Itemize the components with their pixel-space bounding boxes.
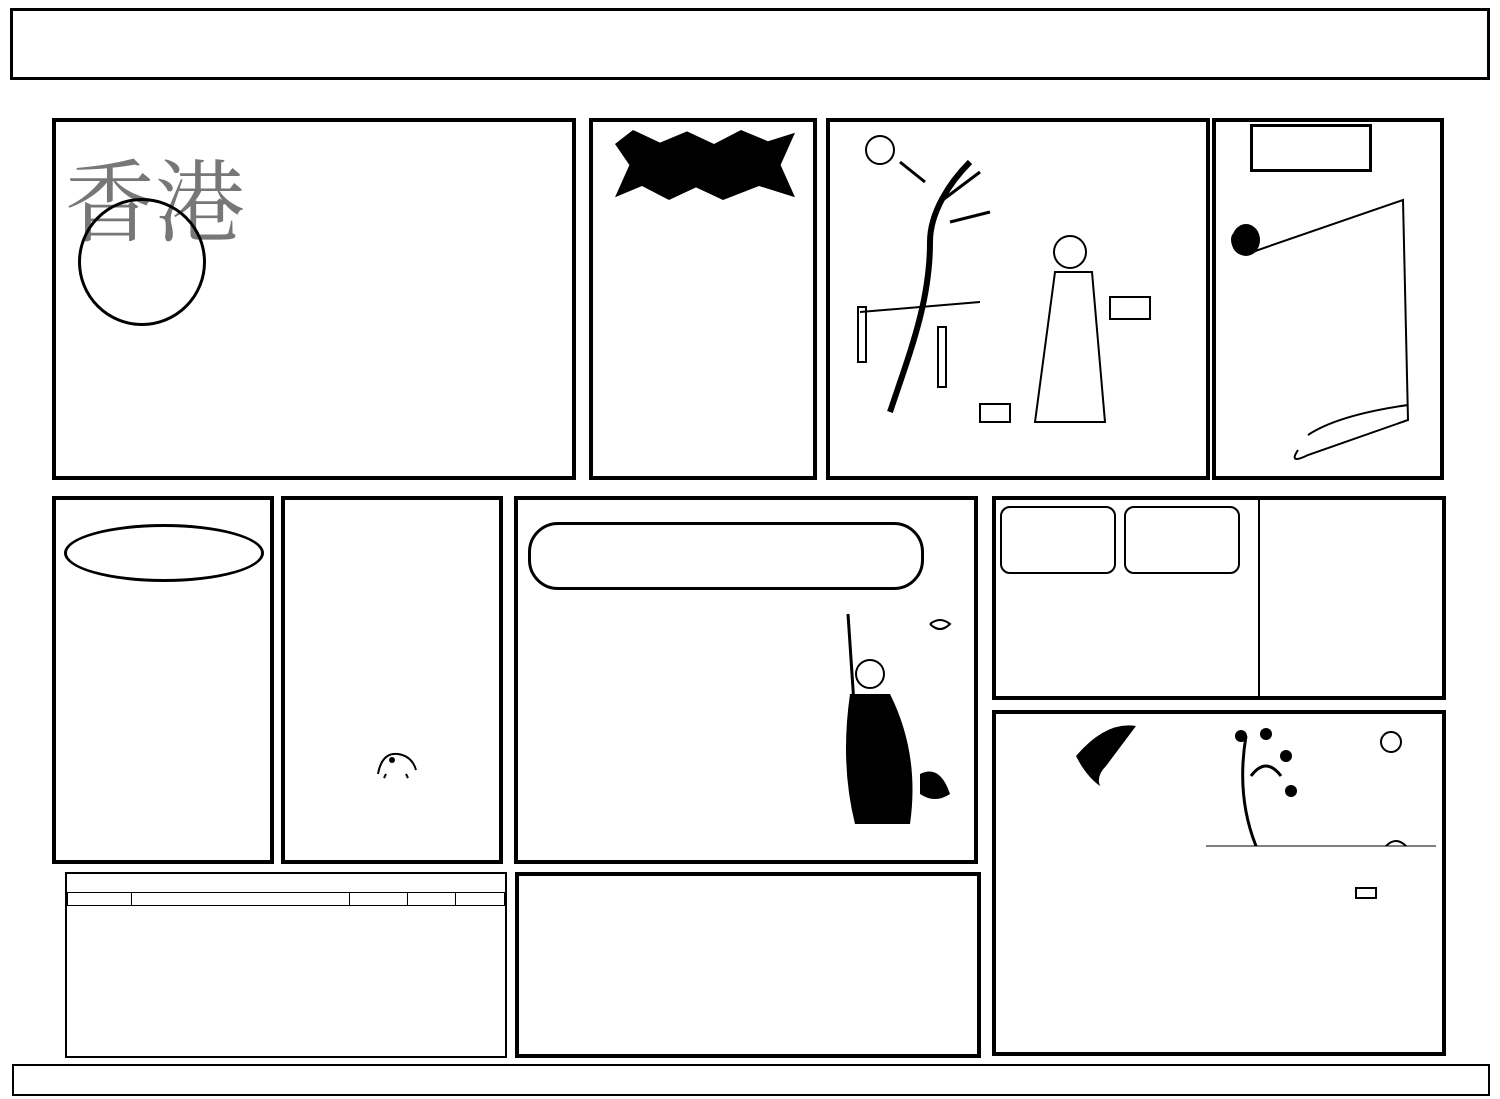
immortal-figure xyxy=(820,604,970,854)
results-header xyxy=(408,893,456,906)
results-table xyxy=(67,892,505,906)
rescue-code-title xyxy=(528,522,924,590)
seek-code-title xyxy=(1250,124,1372,172)
results-header xyxy=(132,893,350,906)
eight-immortals-row xyxy=(538,926,968,1056)
results-header xyxy=(456,893,505,906)
footer-notice xyxy=(12,1064,1490,1096)
marquee-right xyxy=(1452,115,1478,1090)
scroll-icon xyxy=(1218,190,1440,472)
special-number-banner xyxy=(64,524,264,582)
logo-faint-glyph: 香港 xyxy=(65,151,245,256)
masthead xyxy=(10,8,1490,80)
results-header xyxy=(68,893,132,906)
boy-tree-illustration xyxy=(830,122,1206,476)
marquee-top xyxy=(18,86,1480,112)
seal-emblem xyxy=(78,198,206,326)
odd-divider xyxy=(1258,500,1260,696)
tree-toad-illustration xyxy=(1066,716,1446,902)
special-result-tag xyxy=(1124,506,1240,574)
results-header xyxy=(350,893,408,906)
total-score-tag xyxy=(1000,506,1116,574)
rescue-text xyxy=(548,604,828,854)
hot-tip-box xyxy=(281,496,503,864)
odd-number-2 xyxy=(1338,608,1422,692)
rat-icon xyxy=(372,744,422,780)
marquee-left xyxy=(18,115,44,1090)
